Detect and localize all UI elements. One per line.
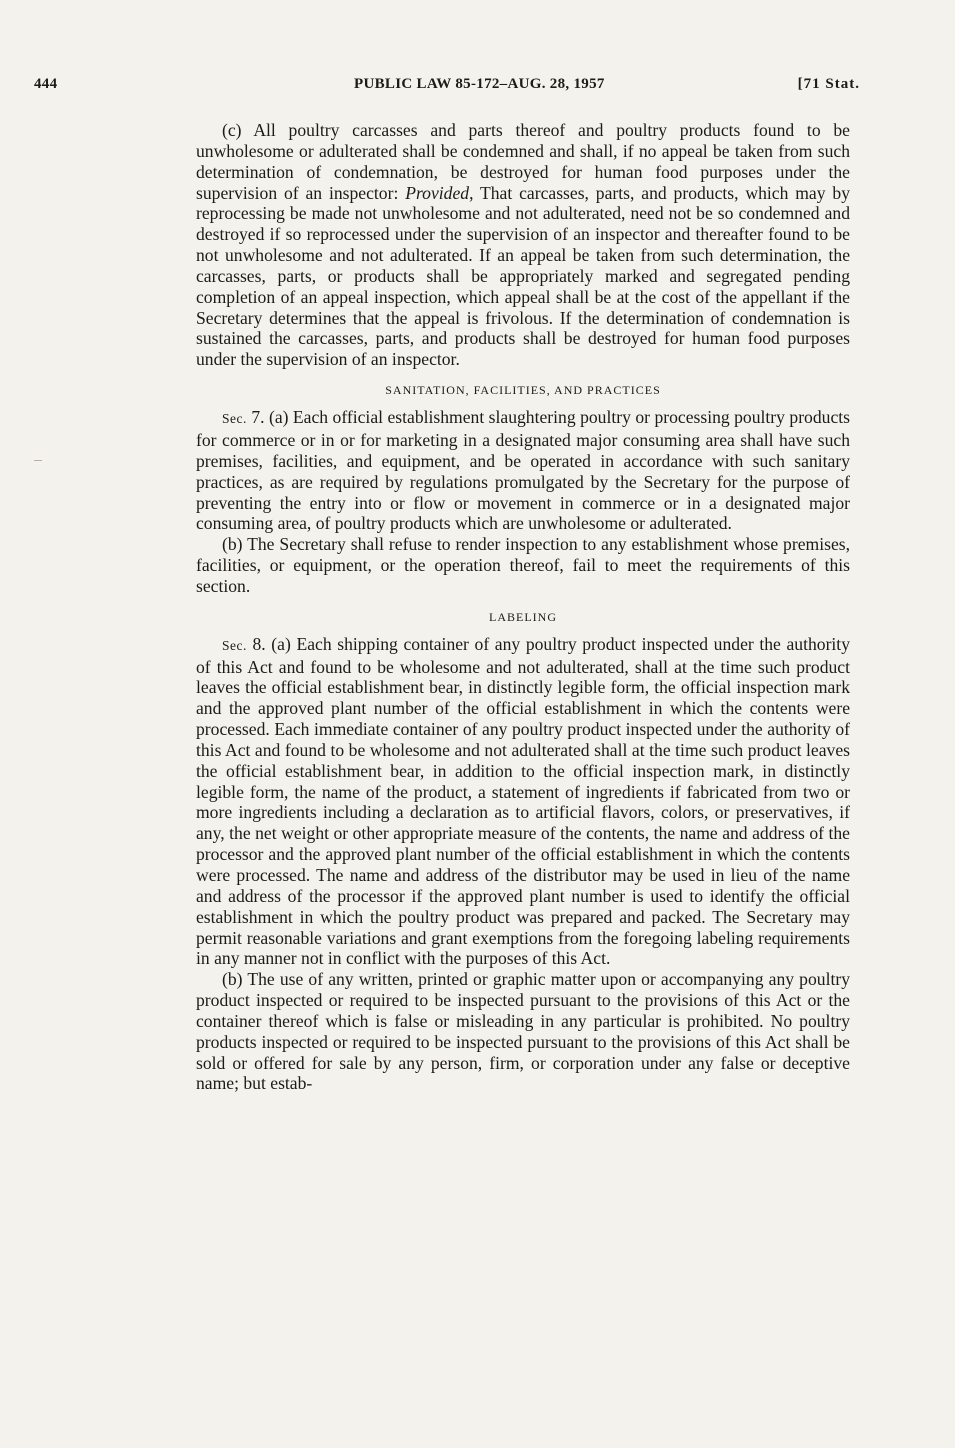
section-label: Sec. <box>222 637 247 653</box>
header-title: PUBLIC LAW 85-172–AUG. 28, 1957 <box>354 76 605 92</box>
running-header <box>34 76 860 98</box>
statute-reference: [71 Stat. <box>797 76 860 92</box>
paragraph-text: 8. (a) Each shipping container of any poultry product inspected under the authority of this Act and found to be wholesome and not adulterated, shall at the time such product leaves the official establishment bear, in distinctly legible form, the official inspection mark and the approved plant number of the official establishment in which the contents were processed. Each immediate container of any poultry product inspected under the authority of this Act and found to be wholesome and not adulterated shall at the time such product leaves the official establishment bear, in addition to the official inspection mark, in distinctly legible form, the name of the product, a statement of ingredients if fabricated from two or more ingredients including a declaration as to artificial flavors, colors, or preservatives, if any, the net weight or other appropriate measure of the contents, the name and address of the processor and the approved plant number of the official establishment in which the contents were processed. The name and address of the distributor may be used in lieu of the name and address of the processor if the approved plant number is used to identify the official establishment in which the poultry product was prepared and packed. The Secretary may permit reasonable variations and grant exemptions from the foregoing labeling requirements in any manner not in conflict with the purposes of this Act. <box>196 633 850 969</box>
paragraph-text: , That carcasses, parts, and products, which may by reprocessing be made not unwholesome and not adulterated, need not be so condemned and destroyed if so reprocessed under the supervision of an inspector and thereafter found to be not unwholesome and not adulterated. If an appeal be taken from such determination, the carcasses, parts, or products shall be appropriately marked and segregated pending completion of an appeal inspection, which appeal shall be at the cost of the appellant if the Secretary determines that the appeal is frivolous. If the determination of condemnation is sustained the carcasses, parts, and products shall be destroyed for human food purposes under the supervision of an inspector. <box>196 182 850 370</box>
margin-mark <box>34 460 42 464</box>
paragraph-sec-7b: (b) The Secretary shall refuse to render inspection to any establishment whose premises, facilities, or equipment, or the operation thereof, fail to meet the requirements of this section. <box>196 534 850 596</box>
page-number: 444 <box>34 76 58 92</box>
section-heading-sanitation: SANITATION, FACILITIES, AND PRACTICES <box>385 383 661 398</box>
provided-italic: Provided <box>405 182 470 203</box>
paragraph-6c-condemnation <box>196 120 850 370</box>
paragraph-sec-8a <box>196 634 850 970</box>
paragraph-sec-8b: (b) The use of any written, printed or graphic matter upon or accompanying any poultry product inspected or required to be inspected pursuant to the provisions of this Act or the container thereof which is false or misleading in any particular is prohibited. No poultry products inspected or required to be inspected pursuant to the provisions of this Act shall be sold or offered for sale by any person, firm, or corporation under any false or deceptive name; but estab- <box>196 969 850 1094</box>
paragraph-sec-7a <box>196 407 850 534</box>
paragraph-text: 7. (a) Each official establishment slaughtering poultry or processing poultry products for commerce or in or for marketing in a designated major consuming area shall have such premises, facilities, and equipment, and be operated in accordance with such sanitary practices, as are required by regulations promulgated by the Secretary for the purpose of preventing the entry into or flow or movement in commerce or in a designated major consuming area, of poultry products which are unwholesome or adulterated. <box>196 407 850 534</box>
section-heading-labeling: LABELING <box>489 609 557 624</box>
section-label: Sec. <box>222 411 247 427</box>
body-text <box>196 120 850 1094</box>
paragraph-text: (c) All poultry carcasses and parts thereof and poultry products found to be unwholesome or adulterated shall be condemned and shall, if no appeal be taken from such determination of condemnation, be destroyed for human food purposes under the supervision of an inspector: <box>196 120 850 203</box>
